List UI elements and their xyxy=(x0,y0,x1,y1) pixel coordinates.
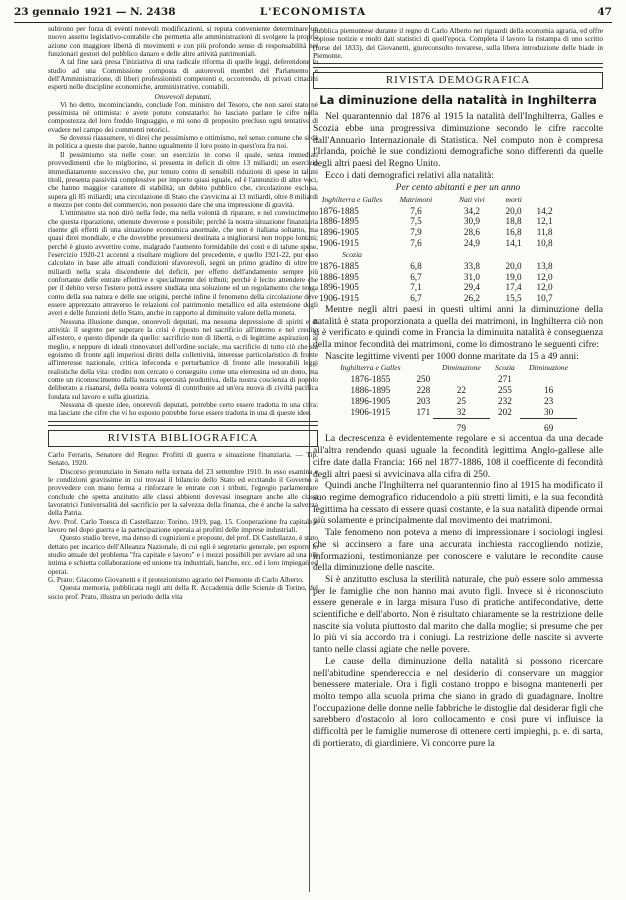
natality-table xyxy=(319,194,559,304)
table-header-row xyxy=(327,362,577,374)
salutation: Onorevoli deputati, xyxy=(154,91,212,101)
total-value: 79 xyxy=(456,422,466,433)
issue-date: 23 gennaio 1921 — N. 2438 xyxy=(14,6,176,18)
total-value: 69 xyxy=(543,422,554,433)
section-divider xyxy=(313,63,603,68)
table-header: Inghilterra e Galles xyxy=(340,363,401,373)
bibliography-entry: Avv. Prof. Carlo Toesca di Castellazzo: Torino, 1919, pag. 15. Cooperazione fra capitale e lavoro nel dopo guerra e la partecipazione operaia ai profitti delle imprese industriali. xyxy=(48,516,318,534)
paragraph: Il pessimismo sta nelle cose: un esercizio in corso il quale, senza immediati provvedimenti che lo migliorino, si presenta in deficit di oltre 13 miliardi; un esercizio immediatamente successivo che, pur tenuto conto di sensibili riduzioni di spese in taluni titoli, presenta passività complessive per importo quasi eguale, ed è l'annunzio di altre voci, che hanno maggior carattere di stabilità; un debito pubblico che, circolazione esclusa, supera gli 85 miliardi; una circolazione di Stato che s'avvicina ai 13 miliardi, oltre 8 miliardi e mezzo per conto del commercio, non possono dare che una impressione di gravità. xyxy=(48,149,318,209)
table-caption: Per cento abitanti e per un anno xyxy=(395,181,521,193)
table-row: 1906-1915 7,6 24,9 14,1 10,8 xyxy=(319,237,553,248)
table-row: 1876-1855 250 271 xyxy=(350,374,512,385)
paragraph: Nessuna di queste idee, onorevoli deputati, potrebbe certo essere tradotta in una cifra: ma lasciate che cifre che vi ho esposto potrebbe forse essere tradotta in una di queste idee. xyxy=(48,400,318,418)
paragraph: Ecco i dati demografici relativi alla natalità: xyxy=(325,169,494,181)
table-row: 1876-1885 7,6 34,2 20,0 14,2 xyxy=(319,205,553,216)
table-subheader-row xyxy=(319,249,559,261)
paragraph: Tale fenomeno non poteva a meno di impressionare i sociologi inglesi che si accinsero a fare una accurata inchiesta raccogliendo notizie, informazioni, testimonianze per conoscere e valutare le recondite cause della diminuzione delle nascite. xyxy=(313,527,603,574)
bibliography-summary: Discorso pronunziato in Senato nella tornata del 23 settembre 1910. In esso esamina e le condizioni gravissime in cui trovasi il bilancio dello Stato ed eccitando il Governo a provvedere con mano ferma a rinforzare le entrate con i tributi, l'egregio parlamentare conclude che spetta anzitutto alle classi abbienti dovevasi insegnare anche alle classi lavoratrici l'universalità del sacrificio per la salvezza della finanza, che è anche la salvezza della Patria. xyxy=(48,466,318,518)
table-row: 1896-1905 203 25 232 23 xyxy=(350,396,554,407)
bibliography-summary: Questo studio breve, ma denso di cognizioni e proposte, del prof. Di Castellazzo, è stato dettato per incarico dell'Alleanza Nazionale, di cui egli è segretario generale, per esporre lo studio attuale del problema "fra capitale e lavoro" e i mezzi possibili per avviare ad una più intima e schietta collaborazione ed unione tra industriali, banche, ecc. ed i loro impiegati ed operai. xyxy=(48,533,318,576)
section-heading-bibliografica: RIVISTA BIBLIOGRAFICA xyxy=(48,430,318,447)
paragraph: Le cause della diminuzione della natalità si possono ricercare nell'abitudine spendereccia e nel desiderio di conservare un maggior benessere materiale. Ora i figli costano troppo e bisogna mantenerli per molto tempo alla scuola prima che siano in grado di guadagnare. Inoltre l'occupazione delle donne nelle fabbriche le distoglie dal desiderar figli che sarebbero d'ostacolo al loro collocamento e così pure vi influisce la difficoltà per le famiglie numerose di ottenere certi impieghi, p. e. di sarta, di portierato, di giardiniere. Vi concorre pure la xyxy=(313,655,603,749)
table-header: Matrimoni xyxy=(399,194,433,204)
section-heading-demografica: RIVISTA DEMOGRAFICA xyxy=(313,72,603,89)
paragraph: Si è anzitutto esclusa la sterilità naturale, che può essere solo ammessa per le famiglie che non hanno mai avuto figli. Invece si è riconosciuto essere generale e in larga misura l'uso di pratiche antifecondative, dette scientifiche e dell'aborto. Non è risultato chiaramente se la restrizione delle nascite sia voluta piuttosto dal marito che dalla moglie; si presume che per lo più vi sia accordo tra i coniugi. La restrizione delle nascite si avverte tanto nelle classi agiate che nelle povere. xyxy=(313,573,603,656)
paragraph: Quindi anche l'Inghilterra nel quarantennio fino al 1915 ha modificato il suo regime demografico riducendolo a più stretti limiti, e la sua fecondità legittima ha cessato di essere quasi costante, e la sua natalità dipende ormai più solamente e principalmente dal movimento dei matrimoni. xyxy=(313,480,603,527)
table-header: Diminuzione xyxy=(529,363,568,373)
table-row: 1886-1895 228 22 255 16 xyxy=(350,385,554,396)
table-subheader: Scozia xyxy=(342,249,362,259)
table-row: 1906-1915 171 32 202 30 xyxy=(350,406,554,418)
table-row: 1876-1885 6,8 33,8 20,0 13,8 xyxy=(319,260,553,271)
paragraph: Mentre negli altri paesi in questi ultimi anni la diminuzione della natalità è stata proporzionata a quella dei matrimoni, in Inghilterra ciò non si è verificato e quindi come in Francia la diminuita natalità è conseguenza della minor fecondità dei matrimoni, come lo dimostrano le seguenti cifre: xyxy=(313,303,603,351)
paragraph: La decrescenza è evidentemente regolare e si accentua da una decade all'altra rendendo quasi uguale la fecondità legittima Anglo-gallese alle cifre date dalla Francia: 166 nel 1877-1886, 108 il coefficente di fecondità degli altri paesi si avvicinava alla cifra di 250. xyxy=(313,433,603,480)
bibliography-summary: Questa memoria, pubblicata negli atti della R. Accademia delle Scienze di Torino, del socio prof. Prato, illustra un periodo della vita xyxy=(48,583,318,601)
table-row: 1896-1905 7,9 28,6 16,8 11,8 xyxy=(319,227,553,238)
paragraph: L'ottimismo sta non dirò nella fede, ma nella volontà di riparare, e nel convincimento che questa riparazione, ottenute doverose e possibile; perchè la nostra situazione finanziaria risente gli effetti di una situazione economica anormale, che non è italiana soltanto, ma quasi direi mondiale, e che dovrebbe presumersi destinata a migliorarsi non troppo lontani; perchè è giusto avvertire come, malgrado l'aumento formidabile dei costi e di talune spese, l'esercizio 1920-21 accenni a risultare migliore del precedente, e quello 1921-22, pur esso calcolato in base alle attuali condizioni sfavorevoli, segni un primo gradino di oltre tre miliardi nella scala discendente del deficit, per effetto dell'andamento sempre più confortante delle entrate effettive e specialmente dei tributi; perchè è lecito attendere che per il debito verso l'estero potrà essere studiata una soluzione ed un regolamento che tenga conto della sua natura e delle sue origini, perchè infine il fenomeno della circolazione deve essere apprezzato attraverso le relazioni col patrimonio metallico ed alla estensione degli averi e delle funzioni dello Stato, anche in rapporto al diminuito valore della moneta. xyxy=(48,208,318,318)
fertility-table xyxy=(327,362,577,433)
left-column xyxy=(48,25,318,894)
header-rule xyxy=(14,22,612,23)
paragraph: Nessuna illusione dunque, onorevoli deputati, ma nessuna depressione di spiriti e di attività: il segreto per superare la crisi è riposto nel sacrificio all'interno e nel credito all'estero, e questo dipende da quello: sacrificio non di libertà, o di legittime aspirazioni al meglio, e neppure di ideali rinnovatori dell'ordine sociale, ma sacrificio di tutto ciò che sia egoismo di fronte agli imperiosi diritti della collettività, interesse particolaristico di fronte all'interesse nazionale, critica infeconda e perturbatrice di fronte alle inesorabili leggi realistiche della vita: credito non cercato o conseguito come una elemosina od un dono, ma come un riconoscimento della nostra operosità produttiva, della nostra coscienza di popolo deliberato a risanarsi, della nostra volontà di contribuire ad un'era nuova di civiltà pacifica fondata sul lavoro e sulla giustizia. xyxy=(48,316,318,401)
page-number: 47 xyxy=(597,6,612,18)
paragraph: Vi ho detto, incominciando, conclude l'on. ministro del Tesoro, che non sarei stato nè pessimista nè ottimista: e avete potuto constatarlo: ho lasciato parlare le cifre nella compostezza del loro freddo linguaggio, e mi sono di proposito precluso ogni tentativo di evadere nel campo dei commenti retorici. xyxy=(48,99,318,134)
paragraph: Nel quarantennio dal 1876 al 1915 la natalità dell'Inghilterra, Galles e Scozia ebbe una progressiva diminuzione secondo le cifre raccolte dall'Annuario Internazionale di Statistica. Nel computo non è compresa l'Irlanda, poichè le sue condizioni demografiche sono differenti da quelle degli altri paesi del Regno Unito. xyxy=(313,111,603,170)
paragraph: pubblica piemontese durante il regno di Carlo Alberto nei riguardi della economia agraria, ed offre copiose notizie e molti dati statistici di quell'epoca. Completa il lavoro la ristampa di uno scritto (forse del 1833), del Giovanetti, giureconsulto novarese, sulla libera introduzione delle biade in Piemonte. xyxy=(313,27,603,61)
article-title: La diminuzione della natalità in Inghilterra xyxy=(319,93,597,108)
table-header xyxy=(530,194,559,206)
journal-title: L'ECONOMISTA xyxy=(259,6,367,18)
table-header: Inghilterra e Galles xyxy=(321,194,383,204)
paragraph: Nascite legittime viventi per 1000 donne maritate da 15 a 49 anni: xyxy=(325,350,579,362)
section-divider xyxy=(48,421,318,426)
paragraph: subirono per forza di eventi notevoli modificazioni, si reputa conveniente determinare un nuovo assetto legislativo-contabile che permetta alle amministrazioni di svolgere la propria azione con maggiore libertà di movimenti e con più profondo senso di responsabilità nei funzionari gestori del pubblico danaro e delle altre attività patrimoniali. xyxy=(48,25,318,59)
table-header: Diminuzione xyxy=(441,363,481,373)
table-row: 1886-1895 6,7 31,0 19,0 12,0 xyxy=(319,271,553,282)
paragraph: Se dovessi riassumere, vi direi che pessimismo e ottimismo, nel senso comune che si dà in politica a queste due parole, hanno ugualmente il loro posto in quest'ora fra noi. xyxy=(48,133,318,151)
right-column xyxy=(313,27,603,894)
table-row: 1906-1915 6,7 26,2 15,5 10,7 xyxy=(319,293,553,304)
table-header-row xyxy=(319,194,559,206)
bibliography-entry: G. Prato: Giacomo Giovanetti e il protezionismo agrario nel Piemonte di Carlo Alberto. xyxy=(48,574,304,584)
paragraph: A tal fine sarà presa l'iniziativa di una radicale riforma di quelle leggi, deferendone lo studio ad una Commissione composta di autorevoli membri del Parlamento e dell'Amministrazione, di liberi professionisti competenti e, occorrendo, di privati cittadini esperti nelle discipline economiche, amministrative, contabili. xyxy=(48,57,318,92)
table-total-row xyxy=(327,421,577,434)
page-header xyxy=(14,6,612,22)
table-row: 1896-1905 7,1 29,4 17,4 12,0 xyxy=(319,282,553,293)
bibliography-entry: Carlo Ferraris, Senatore del Regno: Profitti di guerra e situazione finanziaria. — Tip. Senato, 1920. xyxy=(48,449,318,468)
table-header: morti xyxy=(505,194,522,204)
table-header: Scozia xyxy=(495,363,515,373)
table-header: Nati vivi xyxy=(458,194,485,204)
table-row: 1886-1895 7,5 30,9 18,8 12,1 xyxy=(319,216,553,227)
